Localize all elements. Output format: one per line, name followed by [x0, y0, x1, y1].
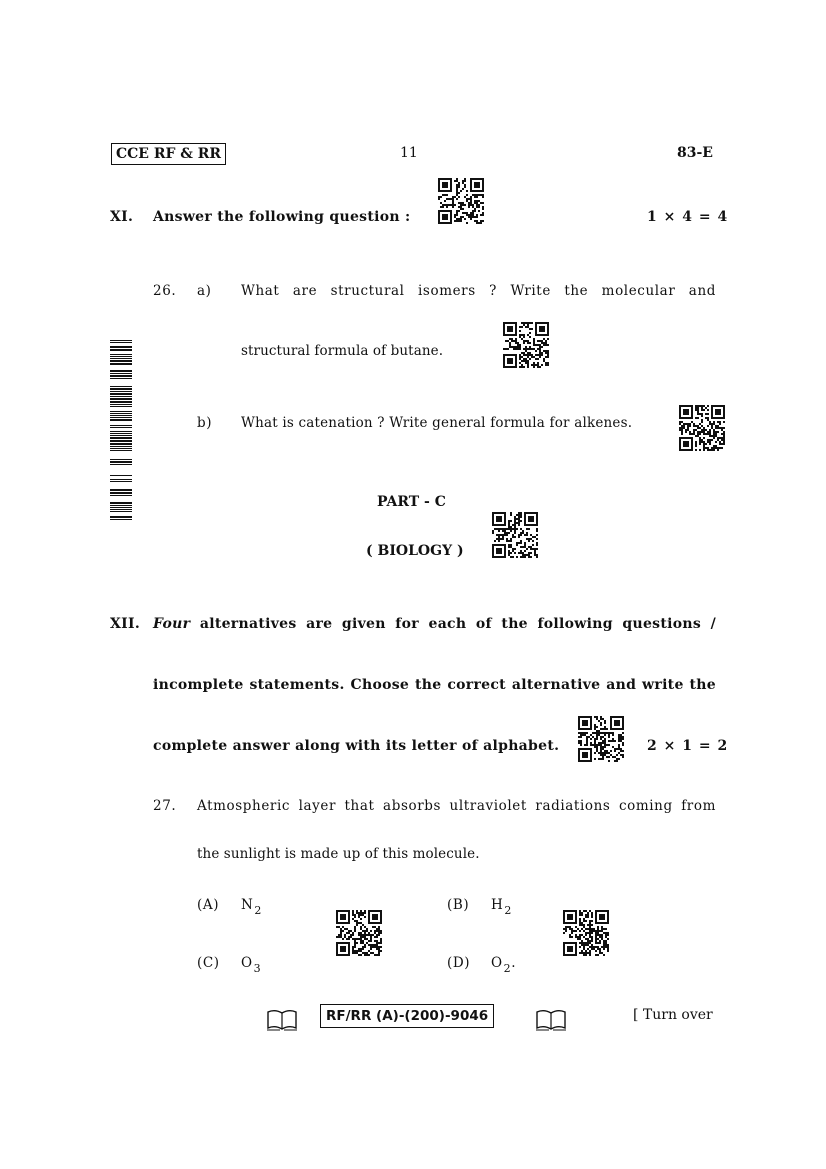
part-c-title: PART - C — [377, 494, 446, 510]
question-27-line2: the sunlight is made up of this molecule. — [197, 846, 480, 862]
qr-code-icon — [503, 322, 549, 368]
section-xii-line1-rest: alternatives are given for each of the following questions / — [199, 616, 716, 632]
qr-code-icon — [563, 910, 609, 956]
qr-code-icon — [492, 512, 538, 558]
paper-code: 83-E — [677, 145, 713, 161]
section-xi-number: XI. — [110, 209, 134, 225]
qr-code-icon — [578, 716, 624, 762]
footer-code-box — [320, 1004, 494, 1028]
question-26a-line2: structural formula of butane. — [241, 343, 444, 359]
turn-over-text: [ Turn over — [633, 1007, 713, 1023]
option-b-label: (B) — [447, 897, 470, 913]
option-a-value: $N_2$ — [241, 897, 263, 917]
open-book-icon — [266, 1008, 298, 1032]
section-xi-instruction: Answer the following question : — [153, 209, 411, 225]
option-c-label: (C) — [197, 955, 220, 971]
question-26-number: 26. — [153, 283, 177, 299]
section-xii-emphasis: Four — [153, 616, 191, 632]
qr-code-icon — [438, 178, 484, 224]
question-26a-line1: What are structural isomers ? Write the molecular and — [241, 283, 716, 299]
barcode-icon — [110, 340, 132, 522]
question-26a-label: a) — [197, 283, 212, 299]
exam-code-box — [111, 143, 226, 165]
page-number: 11 — [400, 145, 418, 161]
question-26b-text: What is catenation ? Write general formula for alkenes. — [241, 415, 633, 431]
option-d-label: (D) — [447, 955, 471, 971]
section-xii-marks: 2 × 1 = 2 — [647, 738, 728, 754]
section-xii-line3: complete answer along with its letter of alphabet. — [153, 738, 560, 754]
option-b-value: $H_2$ — [491, 897, 512, 917]
question-27-line1: Atmospheric layer that absorbs ultraviolet radiations coming from — [197, 798, 716, 814]
open-book-icon — [535, 1008, 567, 1032]
part-c-subject: ( BIOLOGY ) — [366, 543, 464, 559]
section-xii-line2: incomplete statements. Choose the correct alternative and write the — [153, 677, 716, 693]
footer-code: RF/RR (A)-(200)-9046 — [326, 1008, 489, 1024]
section-xi-marks: 1 × 4 = 4 — [647, 209, 728, 225]
question-26b-label: b) — [197, 415, 213, 431]
option-d-value: $O_2$. — [491, 955, 517, 975]
exam-code: CCE RF & RR — [116, 146, 222, 162]
qr-code-icon — [336, 910, 382, 956]
option-a-label: (A) — [197, 897, 220, 913]
question-27-number: 27. — [153, 798, 177, 814]
option-c-value: $O_3$ — [241, 955, 262, 975]
section-xii-line1 — [153, 616, 716, 632]
section-xii-number: XII. — [110, 616, 141, 632]
qr-code-icon — [679, 405, 725, 451]
